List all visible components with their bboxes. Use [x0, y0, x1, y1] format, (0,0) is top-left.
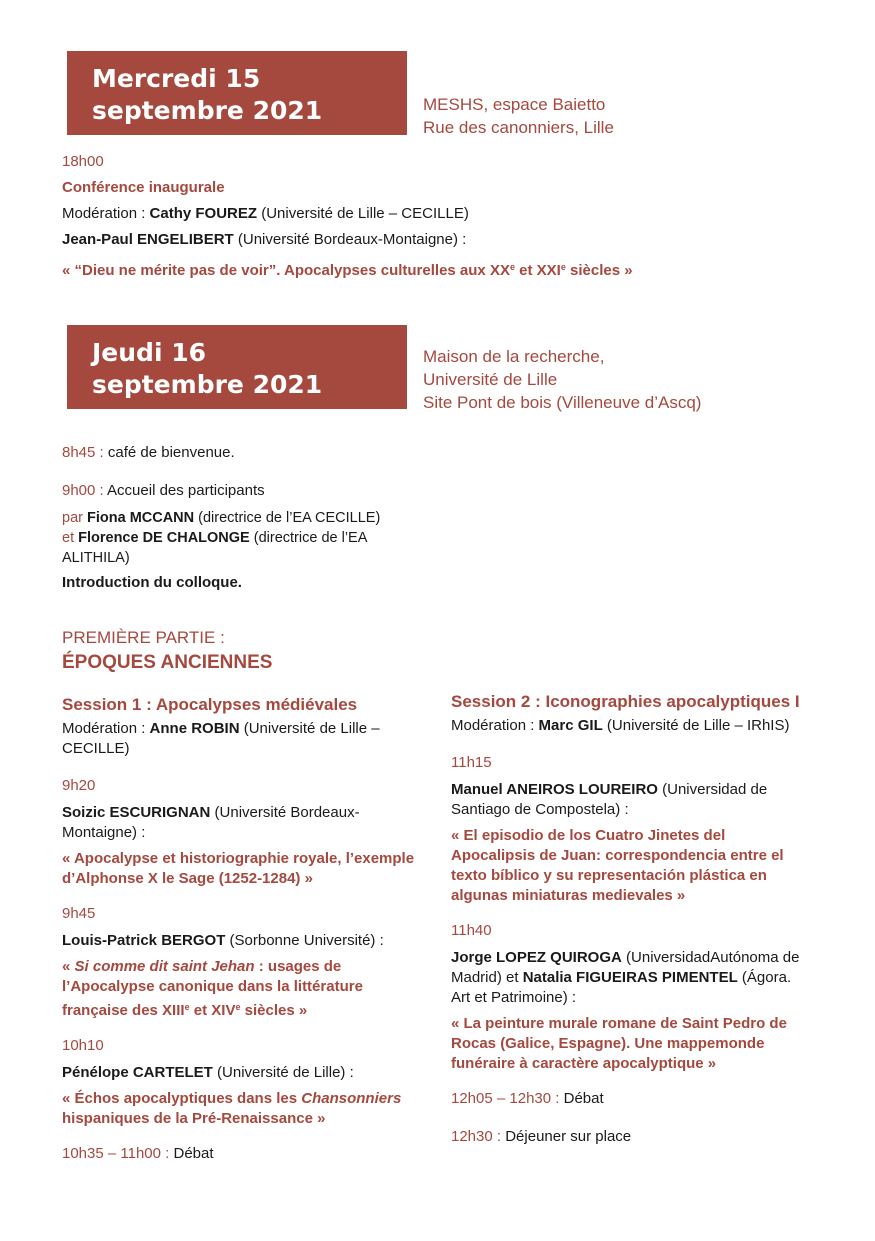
session2-title: Session 2 : Iconographies apocalyptiques I — [451, 692, 800, 711]
day2-location — [423, 345, 701, 414]
talk-title-sup: e — [560, 262, 566, 272]
director2-affiliation: (directrice de l’EA ALITHILA) — [62, 530, 367, 566]
speaker-affiliation: (Université de Lille) : — [212, 1064, 354, 1081]
reception-time: 9h00 : — [62, 482, 108, 499]
moderator-affiliation: (Université de Lille – IRhIS) — [602, 717, 790, 734]
par-label: par — [62, 510, 87, 526]
day1-banner-line1: Mercredi 15 — [92, 64, 261, 93]
day1-location-line2: Rue des canonniers, Lille — [423, 118, 614, 137]
speaker-name: Jorge LOPEZ QUIROGA — [451, 949, 622, 966]
speaker-name: Pénélope CARTELET — [62, 1064, 213, 1081]
director2-name: Florence DE CHALONGE — [78, 530, 250, 546]
debate-row — [451, 1089, 811, 1109]
speaker-name: Soizic ESCURIGNAN — [62, 804, 211, 821]
day2-banner-line1: Jeudi 16 — [92, 338, 207, 367]
talk-title — [62, 957, 417, 1021]
day2-location-line1: Maison de la recherche, — [423, 347, 605, 366]
director1-affiliation: (directrice de l’EA CECILLE) — [194, 510, 381, 526]
talk-speaker — [451, 948, 811, 1008]
talk-speaker — [62, 803, 417, 843]
lunch-row — [451, 1127, 811, 1147]
talk-title-part: « — [62, 958, 75, 975]
talk-speaker — [62, 1063, 417, 1083]
reception-text: Accueil des participants — [107, 482, 265, 499]
talk-title-sup: e — [184, 1002, 190, 1012]
debate-time: 10h35 – 11h00 : — [62, 1145, 174, 1162]
moderator-name: Anne ROBIN — [149, 720, 240, 737]
talk-title-part: hispaniques de la Pré-Renaissance » — [62, 1110, 326, 1127]
talk-title-part: « Échos apocalyptiques dans les — [62, 1090, 302, 1107]
talk-title-part: « “Dieu ne mérite pas de voir”. Apocalypses culturelles aux XX — [62, 262, 510, 279]
speaker-name: Manuel ANEIROS LOUREIRO — [451, 781, 658, 798]
intro-text: Introduction du colloque. — [62, 574, 242, 591]
lunch-text: Déjeuner sur place — [505, 1128, 632, 1145]
speaker-name: Natalia FIGUEIRAS PIMENTEL — [522, 969, 738, 986]
day2-banner-line2: septembre 2021 — [92, 370, 323, 399]
moderator-affiliation: (Université de Lille – CECILLE) — [62, 720, 380, 757]
et-label: et — [62, 530, 79, 546]
day1-banner — [67, 51, 407, 135]
session2-moderation — [451, 716, 811, 736]
talk-title: « Apocalypse et historiographie royale, l’exemple d’Alphonse X le Sage (1252-1284) » — [62, 850, 415, 887]
day1-speaker — [62, 230, 466, 250]
debate-text: Débat — [173, 1145, 214, 1162]
moderation-label: Modération : — [451, 717, 539, 734]
talk-title-part: et XIV — [189, 1002, 236, 1019]
talk-title-part: : usages de l’Apocalypse canonique dans la littérature française des XIII — [62, 958, 363, 1019]
speaker-name: Jean-Paul ENGELIBERT — [62, 231, 234, 248]
talk-time: 10h10 — [62, 1037, 104, 1054]
moderation-label: Modération : — [62, 720, 150, 737]
session1-title: Session 1 : Apocalypses médiévales — [62, 695, 358, 714]
day2-location-line2: Université de Lille — [423, 370, 558, 389]
day1-location-line1: MESHS, espace Baietto — [423, 95, 606, 114]
part-label: PREMIÈRE PARTIE : — [62, 628, 225, 647]
talk-time: 11h15 — [451, 754, 492, 771]
talk-speaker — [451, 780, 811, 820]
talk-title-part: siècles » — [240, 1002, 308, 1019]
talk-title-sup: e — [235, 1002, 241, 1012]
day1-time: 18h00 — [62, 153, 104, 170]
lunch-time: 12h30 : — [451, 1128, 506, 1145]
moderator-name: Cathy FOUREZ — [149, 205, 258, 222]
debate-time: 12h05 – 12h30 : — [451, 1090, 564, 1107]
day1-moderation — [62, 204, 469, 224]
talk-title: « La peinture murale romane de Saint Pedro de Rocas (Galice, Espagne). Une mappemonde funéraire à caractère apocalyptique » — [451, 1015, 787, 1072]
part-title: ÉPOQUES ANCIENNES — [62, 652, 273, 673]
session1-moderation — [62, 719, 417, 759]
talk-title-part: siècles » — [565, 262, 633, 279]
talk-title-part: et XXI — [514, 262, 561, 279]
talk-title-sup: e — [509, 262, 515, 272]
speaker-name: Louis-Patrick BERGOT — [62, 932, 226, 949]
day1-title: Conférence inaugurale — [62, 179, 225, 196]
talk-time: 9h45 — [62, 905, 96, 922]
day2-banner — [67, 325, 407, 409]
day1-banner-line2: septembre 2021 — [92, 96, 323, 125]
day1-location — [423, 93, 614, 139]
welcome-text: café de bienvenue. — [107, 444, 235, 461]
speaker-affiliation: (UniversidadAutónoma de Madrid) et — [451, 949, 800, 986]
welcome-row — [62, 443, 235, 463]
moderator-name: Marc GIL — [538, 717, 603, 734]
reception-row — [62, 481, 265, 501]
day2-location-line3: Site Pont de bois (Villeneuve d’Ascq) — [423, 393, 702, 412]
welcome-time: 8h45 : — [62, 444, 108, 461]
director1-name: Fiona MCCANN — [87, 510, 195, 526]
talk-title: « El episodio de los Cuatro Jinetes del Apocalipsis de Juan: correspondencia entre el texto bíblico y su representación plástica en algunas miniaturas medievales » — [451, 827, 784, 904]
talk-title-italic: Si comme dit saint Jehan — [74, 958, 255, 975]
directors — [62, 508, 417, 568]
speaker-affiliation: (Ágora. Art et Patrimoine) : — [451, 969, 792, 1006]
session2 — [451, 692, 811, 1147]
moderation-label: Modération : — [62, 205, 150, 222]
speaker-affiliation: (Sorbonne Université) : — [225, 932, 384, 949]
speaker-affiliation: (Université Bordeaux-Montaigne) : — [62, 804, 360, 841]
talk-title — [62, 1089, 417, 1129]
moderator-affiliation: (Université de Lille – CECILLE) — [257, 205, 469, 222]
debate-text: Débat — [563, 1090, 604, 1107]
talk-time: 11h40 — [451, 922, 492, 939]
speaker-affiliation: (Universidad de Santiago de Compostela) : — [451, 781, 768, 818]
talk-speaker — [62, 931, 417, 951]
day1-talk-title — [62, 257, 633, 281]
session1 — [62, 695, 417, 1164]
debate-row — [62, 1144, 417, 1164]
speaker-affiliation: (Université Bordeaux-Montaigne) : — [233, 231, 467, 248]
talk-title-italic: Chansonniers — [301, 1090, 402, 1107]
talk-time: 9h20 — [62, 777, 96, 794]
